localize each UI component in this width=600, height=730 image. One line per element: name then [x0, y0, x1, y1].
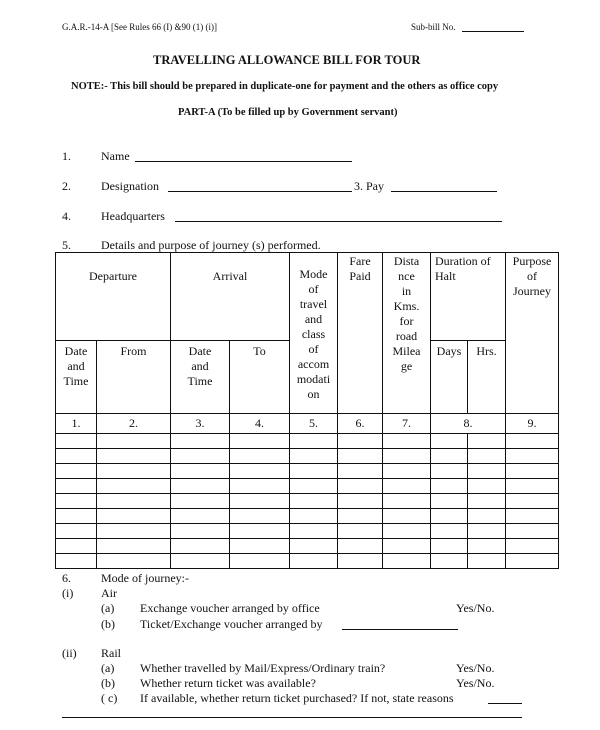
table-cell[interactable]	[97, 449, 171, 464]
table-cell[interactable]	[338, 554, 383, 569]
field-4-number: 4.	[62, 209, 71, 223]
table-cell[interactable]	[230, 434, 290, 449]
table-cell[interactable]	[431, 554, 468, 569]
table-cell[interactable]	[290, 494, 338, 509]
table-cell[interactable]	[383, 524, 431, 539]
table-cell[interactable]	[290, 554, 338, 569]
table-cell[interactable]	[56, 494, 97, 509]
table-cell[interactable]	[230, 449, 290, 464]
table-cell[interactable]	[431, 539, 468, 554]
field-6-number: 6.	[62, 571, 71, 585]
table-cell[interactable]	[230, 464, 290, 479]
page-title: TRAVELLING ALLOWANCE BILL FOR TOUR	[153, 53, 421, 67]
hrs-header: Hrs.	[468, 341, 506, 414]
name-label: Name	[101, 149, 130, 163]
column-number: 9.	[506, 414, 559, 434]
sub-bill-field[interactable]	[462, 31, 524, 32]
table-cell[interactable]	[431, 509, 468, 524]
mode-header: Mode of travel and class of accom modati on	[290, 253, 338, 414]
table-cell[interactable]	[338, 434, 383, 449]
table-cell[interactable]	[171, 524, 230, 539]
table-cell[interactable]	[56, 539, 97, 554]
table-cell[interactable]	[290, 479, 338, 494]
column-number: 5.	[290, 414, 338, 434]
table-cell[interactable]	[171, 539, 230, 554]
field-5-number: 5.	[62, 238, 71, 252]
mode-of-journey-label: Mode of journey:-	[101, 571, 189, 585]
return-ticket-reason-label: If available, whether return ticket purchased? If not, state reasons	[140, 691, 454, 705]
table-cell[interactable]	[56, 554, 97, 569]
table-cell[interactable]	[171, 509, 230, 524]
return-ticket-available-label: Whether return ticket was available?	[140, 676, 316, 690]
rule-reference: G.A.R.-14-A [See Rules 66 (I) &90 (1) (i)]	[62, 22, 217, 32]
table-cell[interactable]	[56, 479, 97, 494]
exchange-voucher-label: Exchange voucher arranged by office	[140, 601, 320, 615]
column-number: 7.	[383, 414, 431, 434]
table-cell[interactable]	[506, 494, 559, 509]
table-cell[interactable]	[506, 449, 559, 464]
table-cell[interactable]	[171, 494, 230, 509]
rail-b-marker: (b)	[101, 676, 115, 690]
reason-field-inline[interactable]	[488, 703, 522, 704]
table-cell[interactable]	[290, 464, 338, 479]
table-cell[interactable]	[468, 554, 506, 569]
table-cell[interactable]	[338, 524, 383, 539]
table-cell[interactable]	[97, 554, 171, 569]
departure-header: Departure	[56, 253, 171, 341]
table-cell[interactable]	[431, 479, 468, 494]
rail-c-marker: ( c)	[101, 691, 118, 705]
table-cell[interactable]	[431, 524, 468, 539]
table-cell[interactable]	[431, 449, 468, 464]
table-cell[interactable]	[506, 434, 559, 449]
table-cell[interactable]	[230, 479, 290, 494]
table-cell[interactable]	[468, 464, 506, 479]
table-cell[interactable]	[290, 524, 338, 539]
table-cell[interactable]	[468, 479, 506, 494]
journey-table	[55, 252, 559, 569]
table-cell[interactable]	[506, 479, 559, 494]
arrival-header: Arrival	[171, 253, 290, 341]
reason-field[interactable]	[62, 717, 522, 718]
air-label: Air	[101, 586, 117, 600]
distance-header: Dista nce in Kms. for road Milea ge	[383, 253, 431, 414]
field-1-number: 1.	[62, 149, 71, 163]
exchange-voucher-yesno[interactable]: Yes/No.	[456, 601, 495, 615]
rail-label: Rail	[101, 646, 121, 660]
return-ticket-yesno[interactable]: Yes/No.	[456, 676, 495, 690]
table-cell[interactable]	[506, 554, 559, 569]
table-cell[interactable]	[56, 434, 97, 449]
headquarters-label: Headquarters	[101, 209, 165, 223]
table-cell[interactable]	[468, 434, 506, 449]
train-type-yesno[interactable]: Yes/No.	[456, 661, 495, 675]
table-cell[interactable]	[383, 449, 431, 464]
table-cell[interactable]	[383, 539, 431, 554]
table-cell[interactable]	[383, 494, 431, 509]
designation-field[interactable]	[168, 191, 352, 192]
table-cell[interactable]	[338, 449, 383, 464]
table-cell[interactable]	[97, 539, 171, 554]
table-cell[interactable]	[468, 494, 506, 509]
table-cell[interactable]	[383, 434, 431, 449]
note-text: NOTE:- This bill should be prepared in duplicate-one for payment and the others as office copy	[71, 81, 499, 92]
table-cell[interactable]	[97, 509, 171, 524]
arrival-date-header: Date and Time	[171, 341, 230, 414]
air-b-marker: (b)	[101, 617, 115, 631]
duration-header: Duration of Halt	[431, 253, 506, 341]
air-a-marker: (a)	[101, 601, 115, 615]
column-number: 3.	[171, 414, 230, 434]
ticket-voucher-field[interactable]	[342, 629, 458, 630]
pay-label: 3. Pay	[354, 179, 384, 193]
table-cell[interactable]	[506, 464, 559, 479]
departure-date-header: Date and Time	[56, 341, 97, 414]
column-number: 6.	[338, 414, 383, 434]
ticket-voucher-label: Ticket/Exchange voucher arranged by	[140, 617, 323, 631]
table-cell[interactable]	[468, 539, 506, 554]
from-header: From	[97, 341, 171, 414]
table-cell[interactable]	[230, 494, 290, 509]
headquarters-field[interactable]	[175, 221, 502, 222]
name-field[interactable]	[135, 161, 352, 162]
table-cell[interactable]	[230, 554, 290, 569]
table-cell[interactable]	[171, 554, 230, 569]
table-cell[interactable]	[97, 434, 171, 449]
table-cell[interactable]	[171, 434, 230, 449]
table-cell[interactable]	[230, 509, 290, 524]
table-cell[interactable]	[383, 554, 431, 569]
air-number: (i)	[62, 586, 74, 600]
sub-bill-label: Sub-bill No.	[411, 22, 456, 32]
table-cell[interactable]	[506, 509, 559, 524]
table-cell[interactable]	[431, 464, 468, 479]
rail-number: (ii)	[62, 646, 77, 660]
journey-details-label: Details and purpose of journey (s) performed.	[101, 238, 321, 252]
table-cell[interactable]	[56, 524, 97, 539]
table-cell[interactable]	[383, 464, 431, 479]
table-cell[interactable]	[97, 494, 171, 509]
fare-paid-header: Fare Paid	[338, 253, 383, 414]
table-cell[interactable]	[338, 479, 383, 494]
table-cell[interactable]	[431, 434, 468, 449]
table-cell[interactable]	[338, 539, 383, 554]
pay-field[interactable]	[391, 191, 497, 192]
table-cell[interactable]	[290, 539, 338, 554]
table-cell[interactable]	[383, 479, 431, 494]
table-cell[interactable]	[431, 494, 468, 509]
column-number: 8.	[431, 414, 506, 434]
table-cell[interactable]	[171, 449, 230, 464]
train-type-label: Whether travelled by Mail/Express/Ordinary train?	[140, 661, 386, 675]
table-cell[interactable]	[468, 524, 506, 539]
table-cell[interactable]	[97, 479, 171, 494]
column-number: 4.	[230, 414, 290, 434]
days-header: Days	[431, 341, 468, 414]
table-cell[interactable]	[56, 449, 97, 464]
table-cell[interactable]	[290, 434, 338, 449]
table-cell[interactable]	[468, 449, 506, 464]
table-cell[interactable]	[97, 464, 171, 479]
designation-label: Designation	[101, 179, 159, 193]
table-cell[interactable]	[230, 539, 290, 554]
to-header: To	[230, 341, 290, 414]
table-cell[interactable]	[383, 509, 431, 524]
table-cell[interactable]	[338, 494, 383, 509]
table-cell[interactable]	[338, 509, 383, 524]
table-cell[interactable]	[56, 464, 97, 479]
column-number: 2.	[97, 414, 171, 434]
column-number: 1.	[56, 414, 97, 434]
table-cell[interactable]	[56, 509, 97, 524]
rail-a-marker: (a)	[101, 661, 115, 675]
table-cell[interactable]	[230, 524, 290, 539]
part-heading: PART-A (To be filled up by Government servant)	[178, 107, 398, 118]
table-cell[interactable]	[97, 524, 171, 539]
table-cell[interactable]	[171, 479, 230, 494]
table-cell[interactable]	[506, 524, 559, 539]
purpose-header: Purpose of Journey	[506, 253, 559, 414]
table-cell[interactable]	[506, 539, 559, 554]
table-cell[interactable]	[290, 509, 338, 524]
table-cell[interactable]	[171, 464, 230, 479]
table-cell[interactable]	[290, 449, 338, 464]
table-cell[interactable]	[338, 464, 383, 479]
table-cell[interactable]	[468, 509, 506, 524]
field-2-number: 2.	[62, 179, 71, 193]
